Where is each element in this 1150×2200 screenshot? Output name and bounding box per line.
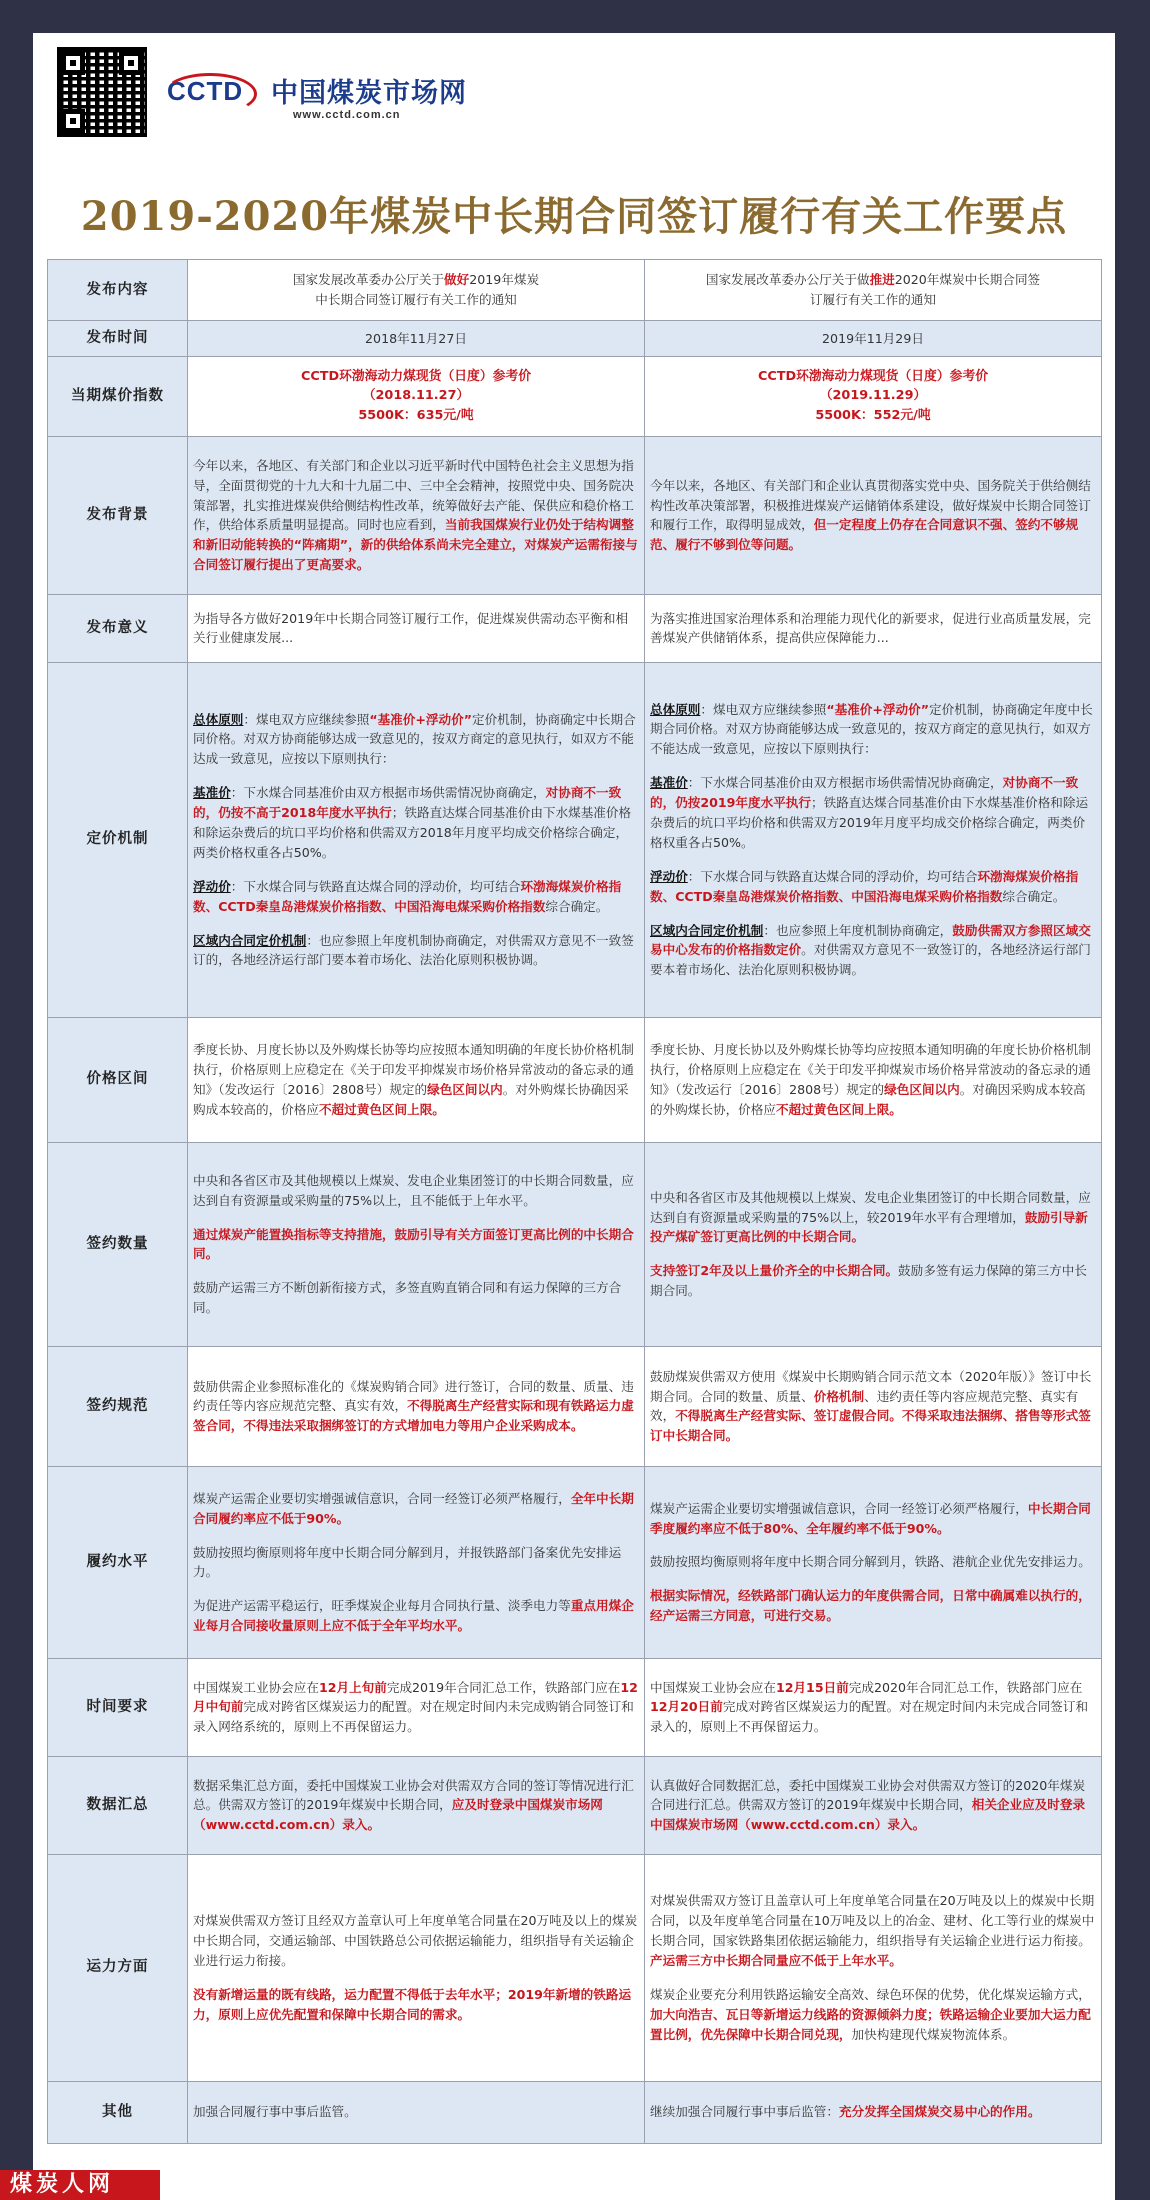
- row-transport: [48, 1854, 1102, 2081]
- right-cell: 煤炭产运需企业要切实增强诚信意识，合同一经签订必须严格履行，中长期合同季度履约率应不低于80%、全年履约率不低于90%。 鼓励按照均衡原则将年度中长期合同分解到月，铁路、港航企业优先安排运力。 根据实际情况，经铁路部门确认运力的年度供需合同，日常中确属难以执行的，经产运需三方同意，可进行交易。: [645, 1466, 1102, 1658]
- right-cell: 继续加强合同履行事中事后监管：充分发挥全国煤炭交易中心的作用。: [645, 2081, 1102, 2143]
- row-other: [48, 2081, 1102, 2143]
- left-cell: 煤炭产运需企业要切实增强诚信意识，合同一经签订必须严格履行，全年中长期合同履约率应不低于90%。 鼓励按照均衡原则将年度中长期合同分解到月，并报铁路部门备案优先安排运力。 为促进产运需平稳运行，旺季煤炭企业每月合同执行量、淡季电力等重点用煤企业每月合同接收量原则上应不低于全年平均水平。: [188, 1466, 645, 1658]
- left-cell: 2018年11月27日: [188, 321, 645, 357]
- row-quantity: [48, 1142, 1102, 1346]
- row-performance: [48, 1466, 1102, 1658]
- row-label: 履约水平: [48, 1466, 188, 1658]
- left-cell: 国家发展改革委办公厅关于做好2019年煤炭 中长期合同签订履行有关工作的通知: [188, 260, 645, 321]
- row-label: 发布背景: [48, 436, 188, 594]
- comparison-table-wrap: [47, 259, 1101, 2144]
- row-label: 数据汇总: [48, 1756, 188, 1854]
- header: [57, 47, 1097, 167]
- right-cell: 认真做好合同数据汇总，委托中国煤炭工业协会对供需双方签订的2020年煤炭合同进行汇总。供需双方签订的2019年煤炭中长期合同，相关企业应及时登录中国煤炭市场网（www.cctd.com.cn）录入。: [645, 1756, 1102, 1854]
- right-cell: 对煤炭供需双方签订且盖章认可上年度单笔合同量在20万吨及以上的煤炭中长期合同，以及年度单笔合同量在10万吨及以上的冶金、建材、化工等行业的煤炭中长期合同，国家铁路集团依据运输能力，组织指导有关运输企业进行运力衔接。产运需三方中长期合同量应不低于上年水平。 煤炭企业要充分利用铁路运输安全高效、绿色环保的优势，优化煤炭运输方式，加大向浩吉、瓦日等新增运力线路的资源倾斜力度；铁路运输企业要加大运力配置比例，优先保障中长期合同兑现，加快构建现代煤炭物流体系。: [645, 1854, 1102, 2081]
- row-background: [48, 436, 1102, 594]
- row-pricing: [48, 662, 1102, 1017]
- row-label: 时间要求: [48, 1658, 188, 1756]
- logo-name: 中国煤炭市场网: [271, 78, 467, 109]
- row-label: 签约规范: [48, 1346, 188, 1466]
- left-cell: 鼓励供需企业参照标准化的《煤炭购销合同》进行签订，合同的数量、质量、违约责任等内容应规范完整、真实有效，不得脱离生产经营实际和现有铁路运力虚签合同，不得违法采取捆绑签订的方式增加电力等用户企业采购成本。: [188, 1346, 645, 1466]
- row-data-summary: [48, 1756, 1102, 1854]
- cctd-logo: [167, 65, 507, 125]
- row-label: 其他: [48, 2081, 188, 2143]
- row-label: 定价机制: [48, 662, 188, 1017]
- left-cell: 对煤炭供需双方签订且经双方盖章认可上年度单笔合同量在20万吨及以上的煤炭中长期合同，交通运输部、中国铁路总公司依据运输能力，组织指导有关运输企业进行运力衔接。 没有新增运量的既有线路，运力配置不得低于去年水平；2019年新增的铁路运力，原则上应优先配置和保障中长期合同的需求。: [188, 1854, 645, 2081]
- left-cell: 中国煤炭工业协会应在12月上旬前完成2019年合同汇总工作，铁路部门应在12月中旬前完成对跨省区煤炭运力的配置。对在规定时间内未完成购销合同签订和录入网络系统的，原则上不再保留运力。: [188, 1658, 645, 1756]
- left-cell: 为指导各方做好2019年中长期合同签订履行工作，促进煤炭供需动态平衡和相关行业健康发展...: [188, 594, 645, 662]
- logo-mark: CCTD: [167, 71, 259, 111]
- row-price-index: [48, 356, 1102, 436]
- right-cell: 为落实推进国家治理体系和治理能力现代化的新要求，促进行业高质量发展，完善煤炭产供储销体系，提高供应保障能力...: [645, 594, 1102, 662]
- right-cell: 国家发展改革委办公厅关于做推进2020年煤炭中长期合同签 订履行有关工作的通知: [645, 260, 1102, 321]
- row-label: 发布内容: [48, 260, 188, 321]
- page-title: 2019-2020年煤炭中长期合同签订履行有关工作要点: [80, 193, 1068, 240]
- document-sheet: [33, 33, 1115, 2200]
- row-label: 运力方面: [48, 1854, 188, 2081]
- row-date: [48, 321, 1102, 357]
- right-cell: 今年以来，各地区、有关部门和企业认真贯彻落实党中央、国务院关于供给侧结构性改革决策部署，积极推进煤炭产运储销体系建设，做好煤炭中长期合同签订和履行工作，取得明显成效，但一定程度上仍存在合同意识不强、签约不够规范、履行不够到位等问题。: [645, 436, 1102, 594]
- right-cell: 中央和各省区市及其他规模以上煤炭、发电企业集团签订的中长期合同数量，应达到自有资源量或采购量的75%以上，较2019年水平有合理增加，鼓励引导新投产煤矿签订更高比例的中长期合同。 支持签订2年及以上量价齐全的中长期合同。鼓励多签有运力保障的第三方中长期合同。: [645, 1142, 1102, 1346]
- right-cell: CCTD环渤海动力煤现货（日度）参考价 （2019.11.29） 5500K：552元/吨: [645, 356, 1102, 436]
- qr-code-icon: [57, 47, 147, 137]
- left-cell: 季度长协、月度长协以及外购煤长协等均应按照本通知明确的年度长协价格机制执行，价格原则上应稳定在《关于印发平抑煤炭市场价格异常波动的备忘录的通知》（发改运行〔2016〕2808号）规定的绿色区间以内。对外购煤长协确因采购成本较高的，价格应不超过黄色区间上限。: [188, 1017, 645, 1142]
- left-cell: 今年以来，各地区、有关部门和企业以习近平新时代中国特色社会主义思想为指导，全面贯彻党的十九大和十九届二中、三中全会精神，按照党中央、国务院决策部署，扎实推进煤炭供给侧结构性改革，统筹做好去产能、保供应和稳价格工作，供给体系质量明显提高。同时也应看到，当前我国煤炭行业仍处于结构调整和新旧动能转换的“阵痛期”，新的供给体系尚未完全建立，对煤炭产运需衔接与合同签订履行提出了更高要求。: [188, 436, 645, 594]
- row-label: 签约数量: [48, 1142, 188, 1346]
- row-significance: [48, 594, 1102, 662]
- row-content: [48, 260, 1102, 321]
- right-cell: 鼓励煤炭供需双方使用《煤炭中长期购销合同示范文本（2020年版）》签订中长期合同。合同的数量、质量、价格机制、违约责任等内容应规范完整、真实有效，不得脱离生产经营实际、签订虚假合同。不得采取违法捆绑、搭售等形式签订中长期合同。: [645, 1346, 1102, 1466]
- row-label: 当期煤价指数: [48, 356, 188, 436]
- left-cell: CCTD环渤海动力煤现货（日度）参考价 （2018.11.27） 5500K：635元/吨: [188, 356, 645, 436]
- left-cell: 中央和各省区市及其他规模以上煤炭、发电企业集团签订的中长期合同数量，应达到自有资源量或采购量的75%以上，且不能低于上年水平。 通过煤炭产能置换指标等支持措施，鼓励引导有关方面签订更高比例的中长期合同。 鼓励产运需三方不断创新衔接方式，多签直购直销合同和有运力保障的三方合同。: [188, 1142, 645, 1346]
- row-label: 发布时间: [48, 321, 188, 357]
- row-price-range: [48, 1017, 1102, 1142]
- row-norms: [48, 1346, 1102, 1466]
- logo-url: www.cctd.com.cn: [293, 109, 401, 121]
- comparison-table: [47, 259, 1102, 2144]
- row-label: 价格区间: [48, 1017, 188, 1142]
- row-label: 发布意义: [48, 594, 188, 662]
- right-cell: 2019年11月29日: [645, 321, 1102, 357]
- footer-logo: 煤炭人网: [0, 2170, 160, 2200]
- right-cell: 总体原则：煤电双方应继续参照“基准价+浮动价”定价机制，协商确定年度中长期合同价格。对双方协商能够达成一致意见的，按双方商定的意见执行，如双方不能达成一致意见，应按以下原则执行： 基准价：下水煤合同基准价由双方根据市场供需情况协商确定，对协商不一致的，仍按2019年度水平执行；铁路直达煤合同基准价由下水煤基准价格和除运杂费后的坑口平均价格和供需双方2019年月度平均成交价格综合确定，两类价格权重各占50%。 浮动价：下水煤合同与铁路直达煤合同的浮动价，均可结合环渤海煤炭价格指数、CCTD秦皇岛港煤炭价格指数、中国沿海电煤采购价格指数综合确定。 区域内合同定价机制：也应参照上年度机制协商确定，鼓励供需双方参照区域交易中心发布的价格指数定价。对供需双方意见不一致签订的，各地经济运行部门要本着市场化、法治化原则积极协调。: [645, 662, 1102, 1017]
- right-cell: 季度长协、月度长协以及外购煤长协等均应按照本通知明确的年度长协价格机制执行，价格原则上应稳定在《关于印发平抑煤炭市场价格异常波动的备忘录的通知》（发改运行〔2016〕2808号）规定的绿色区间以内。对确因采购成本较高的外购煤长协，价格应不超过黄色区间上限。: [645, 1017, 1102, 1142]
- left-cell: 总体原则：煤电双方应继续参照“基准价+浮动价”定价机制，协商确定中长期合同价格。对双方协商能够达成一致意见的，按双方商定的意见执行，如双方不能达成一致意见，应按以下原则执行： 基准价：下水煤合同基准价由双方根据市场供需情况协商确定，对协商不一致的，仍按不高于2018年度水平执行；铁路直达煤合同基准价由下水煤基准价格和除运杂费后的坑口平均价格和供需双方2018年月度平均成交价格综合确定，两类价格权重各占50%。 浮动价：下水煤合同与铁路直达煤合同的浮动价，均可结合环渤海煤炭价格指数、CCTD秦皇岛港煤炭价格指数、中国沿海电煤采购价格指数综合确定。 区域内合同定价机制：也应参照上年度机制协商确定，对供需双方意见不一致签订的，各地经济运行部门要本着市场化、法治化原则积极协调。: [188, 662, 645, 1017]
- row-timing: [48, 1658, 1102, 1756]
- right-cell: 中国煤炭工业协会应在12月15日前完成2020年合同汇总工作，铁路部门应在12月20日前完成对跨省区煤炭运力的配置。对在规定时间内未完成合同签订和录入的，原则上不再保留运力。: [645, 1658, 1102, 1756]
- left-cell: 数据采集汇总方面，委托中国煤炭工业协会对供需双方合同的签订等情况进行汇总。供需双方签订的2019年煤炭中长期合同，应及时登录中国煤炭市场网（www.cctd.com.cn）录入。: [188, 1756, 645, 1854]
- left-cell: 加强合同履行事中事后监管。: [188, 2081, 645, 2143]
